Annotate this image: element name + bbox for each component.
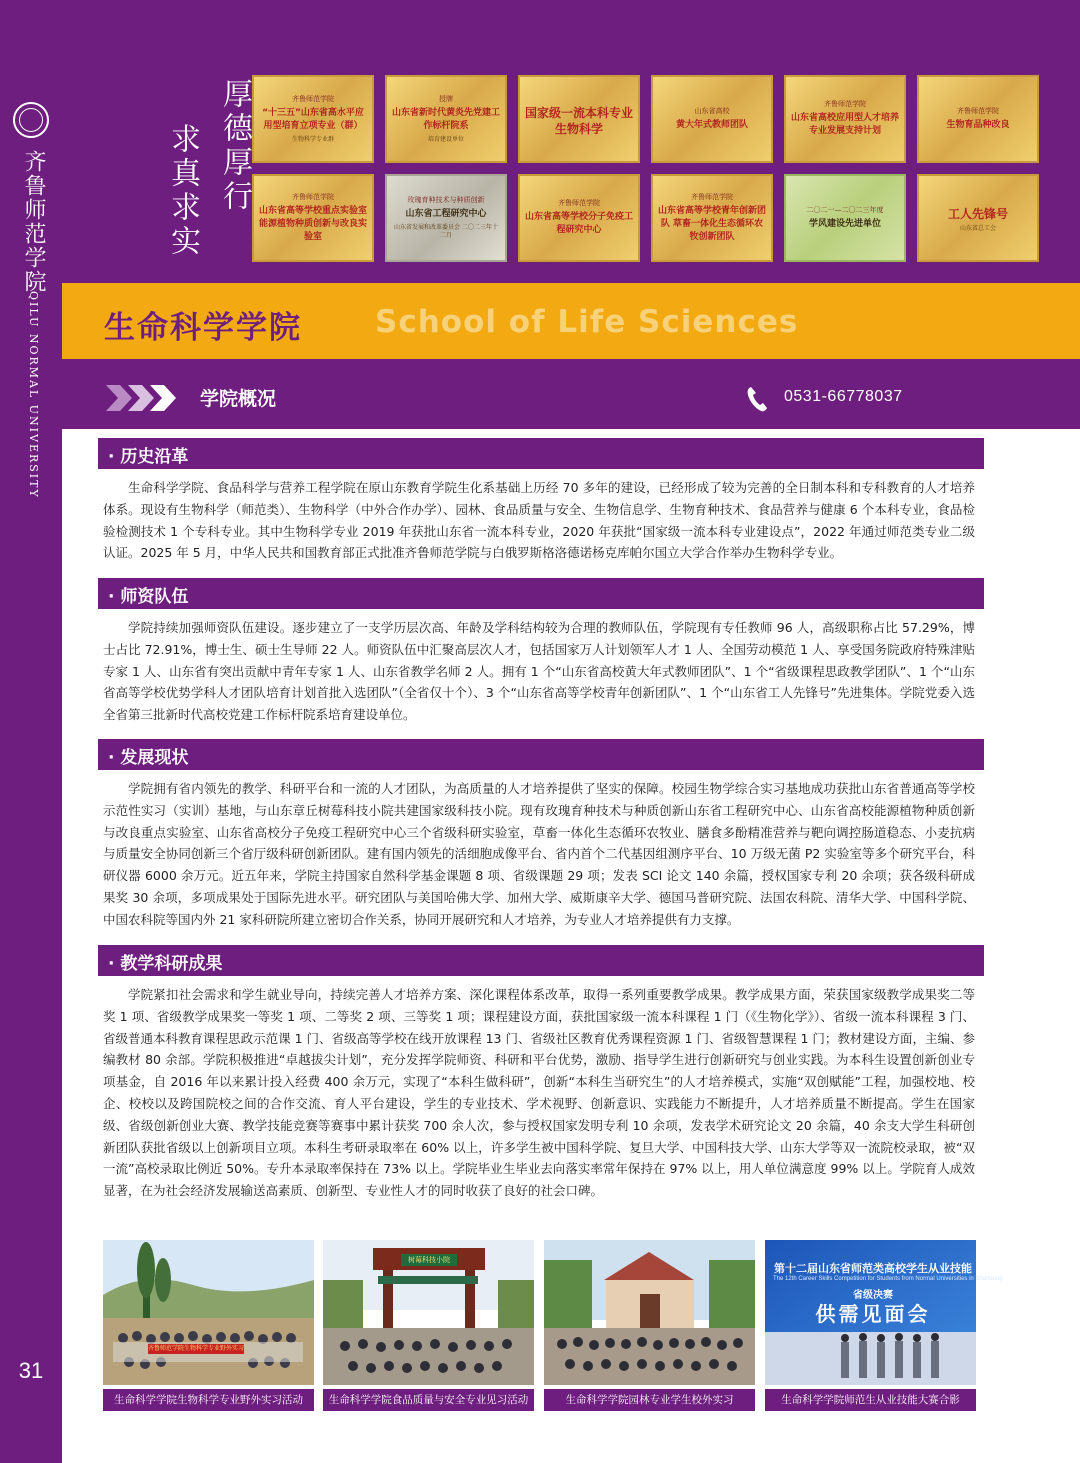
phone-number: 0531-66778037 xyxy=(784,388,903,405)
plaque-subtitle: 山东省总工会 xyxy=(959,225,996,232)
photo-caption: 生命科学学院生物科学专业野外实习活动 xyxy=(103,1389,314,1411)
school-name-en: QILU NORMAL UNIVERSITY xyxy=(27,291,40,499)
honor-plaque xyxy=(518,75,640,163)
plaque-subtitle: 培育建设单位 xyxy=(427,135,464,143)
photo-field-practice xyxy=(103,1240,314,1385)
college-title-en: School of Life Sciences xyxy=(375,304,799,340)
honor-plaque xyxy=(784,75,906,163)
plaque-subtitle: 生物科学专业群 xyxy=(291,135,334,143)
plaque-issuer: 齐鲁师范学院 xyxy=(824,100,866,108)
header-honors-panel xyxy=(62,0,1080,283)
plaque-issuer: 齐鲁师范学院 xyxy=(558,199,600,207)
plaque-title: “十三五”山东省高水平应用型培育立项专业（群） xyxy=(262,107,364,131)
plaque-title: 学风建设先进单位 xyxy=(808,218,881,229)
honor-plaques-grid xyxy=(252,75,1037,262)
honor-plaque xyxy=(917,75,1039,163)
honor-plaque xyxy=(385,75,507,163)
motto-line-1: 厚德厚行 xyxy=(217,78,252,214)
overview-title: 学院概况 xyxy=(200,388,277,410)
photo-caption: 生命科学学院食品质量与安全专业见习活动 xyxy=(323,1389,534,1411)
honor-plaque xyxy=(784,174,906,262)
plaque-issuer: 山东省高校 xyxy=(694,106,730,115)
honor-plaque xyxy=(651,75,773,163)
motto-line-2: 求真求实 xyxy=(165,123,200,259)
plaque-title: 山东省高校应用型人才培养专业发展支持计划 xyxy=(791,113,900,136)
college-title-cn: 生命科学学院 xyxy=(104,310,302,346)
honor-plaque xyxy=(252,75,374,163)
section-heading-text: · 师资队伍 xyxy=(108,587,189,607)
college-title-banner xyxy=(62,283,1080,359)
competition-title-en: The 12th Career Skills Competition for Students from Normal Universities in Shandong xyxy=(773,1276,1003,1282)
plaque-title: 工人先锋号 xyxy=(947,207,1008,221)
gate-sign: 树莓科技小院 xyxy=(401,1254,457,1266)
plaque-title: 山东省工程研究中心 xyxy=(405,209,487,219)
photo-food-safety-visit xyxy=(323,1240,534,1385)
triple-chevron-icon xyxy=(106,385,180,411)
competition-title: 第十二届山东省师范类高校学生从业技能 xyxy=(774,1262,972,1275)
plaque-title: 黄大年式教师团队 xyxy=(675,119,748,130)
field-practice-banner: 齐鲁师范学院生物科学专业野外实习 xyxy=(148,1345,245,1352)
section-heading-text: · 历史沿革 xyxy=(108,447,189,467)
plaque-title: 山东省新时代黄炎先党建工作标杆院系 xyxy=(392,107,501,131)
plaque-subtitle: 山东省发展和改革委员会 二〇二三年十二月 xyxy=(394,224,498,239)
honor-plaque xyxy=(651,174,773,262)
competition-event: 供需见面会 xyxy=(815,1302,931,1326)
plaque-title: 生物育品种改良 xyxy=(946,119,1010,130)
phone-icon xyxy=(746,386,768,412)
honor-plaque xyxy=(385,174,507,262)
plaque-issuer: 授牌 xyxy=(439,94,453,103)
section-heading-text: · 发展现状 xyxy=(108,748,189,768)
plaque-issuer: 齐鲁师范学院 xyxy=(292,192,334,201)
honor-plaque xyxy=(518,174,640,262)
school-emblem-icon xyxy=(13,102,49,138)
overview-strip xyxy=(62,359,1080,429)
section-text-history: 生命科学学院、食品科学与营养工程学院在原山东教育学院生化系基础上历经 70 多年的建设，已经形成了较为完善的全日制本科和专科教育的人才培养体系。现设有生物科学（师范类）、生物科学（中外合作办学）、园林、食品质量与安全、生物信息学、生物育种技术、食品营养与健康 6 个本科专业，食品检验检测技术 1 个专科专业。其中生物科学专业 2019 年获批山东省一流本科专业，2020 年获批“国家级一流本科专业建设点”，2022 年通过师范类专业二级认证。2025 年 5 月，中华人民共和国教育部正式批准齐鲁师范学院与白俄罗斯格洛德诺杨克库帕尔国立大学合作举办生物科学专业。 xyxy=(103,480,975,561)
plaque-title: 山东省高等学校青年创新团队 草畜一体化生态循环农牧创新团队 xyxy=(658,205,767,242)
left-sidebar xyxy=(0,0,62,1463)
plaque-title: 国家级一流本科专业 生物科学 xyxy=(525,105,634,136)
section-text-achievements: 学院紧扣社会需求和学生就业导向，持续完善人才培养方案、深化课程体系改革，取得一系列重要教学成果。教学成果方面，荣获国家级教学成果奖二等奖 1 项、省级教学成果奖一等奖 1 项、二等奖 2 项、三等奖 1 项；课程建设方面，获批国家级一流本科课程 1 门（《生物化学》）、省级一流本科课程 3 门、省级普通本科教育课程思政示范课 1 门、省级高等学校在线开放课程 13 门、省级社区教育优秀课程资源 1 门、省级智慧课程 1 门；教材建设方面，主编、参编教材 80 余部。学院积极推进“卓越拔尖计划”，充分发挥学院师资、科研和平台优势，激励、指导学生进行创新研究与创业实践。为本科生设置创新创业专项基金，自 2016 年以来累计投入经费 400 余万元，实现了“本科生做科研”，创新“本科生当研究生”的人才培养模式，实施“双创赋能”工程，加强校地、校企、校校以及跨国院校之间的合作交流、育人平台建设，学生的专业技术、学术视野、创新意识、实践能力不断提升，人才培养质量不断提高。学生在国家级、省级创新创业大赛、教学技能竞赛等赛事中累计获奖 700 余人次，参与授权国家发明专利 10 余项，发表学术研究论文 20 余篇，40 余支大学生科研创新团队获批省级以上创新项目立项。本科生考研录取率在 60% 以上，许多学生被中国科学院、复旦大学、中国科技大学、山东大学等双一流院校录取，被“双一流”高校录取比例近 50%。专升本录取率保持在 73% 以上。学院毕业生毕业去向落实率常年保持在 97% 以上，用人单位满意度 99% 以上。学院育人成效显著，在为社会经济发展输送高素质、创新型、专业性人才的同时收获了良好的社会口碑。 xyxy=(103,987,975,1199)
section-heading-text: · 教学科研成果 xyxy=(108,954,223,974)
photo-caption: 生命科学学院园林专业学生校外实习 xyxy=(544,1389,755,1411)
plaque-issuer: 齐鲁师范学院 xyxy=(957,106,999,115)
photo-skills-competition xyxy=(765,1240,1003,1385)
plaque-title: 山东省高等学校重点实验室 能源植物种质创新与改良实验室 xyxy=(259,205,368,242)
section-text-faculty: 学院持续加强师资队伍建设。逐步建立了一支学历层次高、年龄及学科结构较为合理的教师队伍，学院现有专任教师 96 人，高级职称占比 57.29%，博士占比 72.91%，博士生、硕士生导师 22 人。师资队伍中汇聚高层次人才，包括国家万人计划领军人才 1 人、全国劳动模范 1 人、享受国务院政府特殊津贴专家 1 人、山东省有突出贡献中青年专家 1 人、山东省教学名师 2 人。拥有 1 个“山东省高校黄大年式教师团队”、1 个“省级课程思政教学团队”、1 个“山东省高等学校优势学科人才团队培育计划首批入选团队”（全省仅十个）、3 个“山东省高等学校青年创新团队”、1 个“山东省工人先锋号”先进集体。学院党委入选全省第三批新时代高校党建工作标杆院系培育建设单位。 xyxy=(103,620,975,723)
section-heading-history xyxy=(98,438,984,469)
section-heading-achievements xyxy=(98,945,984,976)
section-text-development: 学院拥有省内领先的教学、科研平台和一流的人才团队，为高质量的人才培养提供了坚实的保障。校园生物学综合实习基地成功获批山东省普通高等学校示范性实习（实训）基地，与山东章丘树莓科技小院共建国家级科技小院。现有玫瑰育种技术与种质创新山东省工程研究中心、山东省高校能源植物种质创新与改良重点实验室、山东省高校分子免疫工程研究中心三个省级科研实验室，草畜一体化生态循环农牧业、膳食多酚精准营养与靶向调控肠道稳态、小麦抗病与质量安全协同创新三个省厅级科研创新团队。建有国内领先的活细胞成像平台、省内首个二代基因组测序平台、10 万级无菌 P2 实验室等多个研究平台，科研仪器 6000 余万元。近五年来，学院主持国家自然科学基金课题 8 项、省级课题 29 项；发表 SCI 论文 140 余篇，授权国家专利 20 余项；获各级科研成果奖 30 余项，多项成果处于国际先进水平。研究团队与美国哈佛大学、加州大学、威斯康辛大学、德国马普研究院、法国农科院、清华大学、中国科学院、中国农科院等国内外 21 家科研院所建立密切合作关系，协同开展研究和人才培养，为专业人才培养提供有力支撑。 xyxy=(103,781,975,927)
honor-plaque xyxy=(252,174,374,262)
plaque-issuer: 二〇二一—二〇二三年度 xyxy=(806,205,884,214)
plaque-issuer: 玫瑰育种技术与种质创新 xyxy=(407,196,485,204)
section-heading-faculty xyxy=(98,578,984,609)
school-name-cn: 齐鲁师范学院 xyxy=(21,150,46,294)
honor-plaque xyxy=(917,174,1039,262)
plaque-issuer: 齐鲁师范学院 xyxy=(691,192,733,201)
plaque-title: 山东省高等学校分子免疫工程研究中心 xyxy=(525,212,634,235)
photo-caption: 生命科学学院师范生从业技能大赛合影 xyxy=(765,1389,976,1411)
page-number: 31 xyxy=(18,1358,44,1383)
section-heading-development xyxy=(98,739,984,770)
motto xyxy=(160,78,256,259)
photo-landscape-internship xyxy=(544,1240,755,1385)
competition-round: 省级决赛 xyxy=(853,1290,893,1301)
plaque-issuer: 齐鲁师范学院 xyxy=(292,94,334,103)
